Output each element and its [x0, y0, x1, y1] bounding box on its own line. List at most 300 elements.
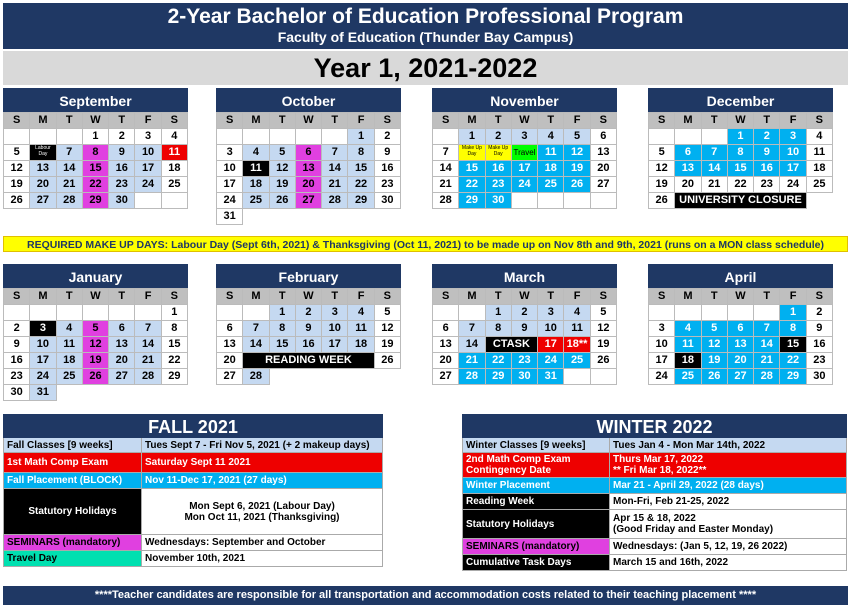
day-cell: 7: [243, 321, 269, 337]
day-cell: 2: [807, 305, 833, 321]
weekday-header: T: [109, 289, 135, 305]
day-cell: 14: [702, 161, 728, 177]
day-cell: 19: [591, 337, 617, 353]
weekday-header: S: [375, 289, 401, 305]
day-cell: 13: [296, 161, 322, 177]
info-label: Travel Day: [4, 551, 142, 566]
day-cell: 8: [728, 145, 754, 161]
day-cell: 5: [564, 129, 590, 145]
day-cell: 3: [649, 321, 675, 337]
info-label: Cumulative Task Days: [463, 555, 610, 570]
day-cell: 25: [538, 177, 564, 193]
day-cell: 30: [486, 193, 512, 209]
day-cell: 27: [296, 193, 322, 209]
month-title: November: [432, 88, 617, 112]
info-label: Statutory Holidays: [463, 510, 610, 538]
day-cell: [433, 305, 459, 321]
info-row: [462, 453, 847, 478]
day-cell: 5: [4, 145, 30, 161]
weekday-header: F: [564, 289, 590, 305]
day-cell: 11: [162, 145, 188, 161]
info-row: [3, 551, 383, 567]
day-cell: 9: [109, 145, 135, 161]
month-february: [216, 264, 401, 385]
day-cell: 11: [243, 161, 269, 177]
day-cell: 16: [486, 161, 512, 177]
day-cell: [564, 193, 590, 209]
day-cell: 30: [807, 369, 833, 385]
day-cell: [296, 129, 322, 145]
day-cell: 3: [135, 129, 161, 145]
day-cell: 6: [217, 321, 243, 337]
month-title: September: [3, 88, 188, 112]
day-cell: 29: [83, 193, 109, 209]
day-cell: 5: [591, 305, 617, 321]
day-cell: 8: [348, 145, 374, 161]
day-cell: 17: [217, 177, 243, 193]
weekday-header: T: [538, 289, 564, 305]
weekday-header: S: [217, 113, 243, 129]
month-grid: [3, 288, 188, 401]
info-row: [3, 473, 383, 489]
weekday-header: W: [512, 113, 538, 129]
day-cell: 25: [564, 353, 590, 369]
day-cell: 11: [564, 321, 590, 337]
day-cell: [83, 305, 109, 321]
day-cell: 12: [564, 145, 590, 161]
info-value: Saturday Sept 11 2021: [142, 453, 383, 472]
day-cell: 20: [728, 353, 754, 369]
info-label: 2nd Math Comp Exam Contingency Date: [463, 453, 610, 477]
info-value: Wednesdays: September and October: [142, 535, 383, 550]
day-cell: 9: [512, 321, 538, 337]
day-cell: CTASK: [486, 337, 539, 353]
weekday-header: S: [4, 113, 30, 129]
day-cell: 29: [780, 369, 806, 385]
day-cell: 10: [135, 145, 161, 161]
day-cell: 4: [348, 305, 374, 321]
day-cell: [754, 305, 780, 321]
day-cell: 6: [675, 145, 701, 161]
info-value: Mon-Fri, Feb 21-25, 2022: [610, 494, 847, 509]
day-cell: 31: [30, 385, 56, 401]
makeup-days-notice: REQUIRED MAKE UP DAYS: Labour Day (Sept 6th, 2021) & Thanksgiving (Oct 11, 2021) to be made up on Nov 8th and 9th, 2021 (runs on a MON class schedule): [3, 236, 848, 252]
day-cell: 30: [512, 369, 538, 385]
weekday-header: T: [486, 289, 512, 305]
page-header: [3, 3, 848, 49]
weekday-header: T: [702, 289, 728, 305]
day-cell: 25: [807, 177, 833, 193]
day-cell: 14: [322, 161, 348, 177]
day-cell: 15: [83, 161, 109, 177]
day-cell: 9: [296, 321, 322, 337]
day-cell: 18: [57, 353, 83, 369]
footer-note: ****Teacher candidates are responsible for all transportation and accommodation costs related to their teaching placement ****: [3, 586, 848, 605]
day-cell: 6: [433, 321, 459, 337]
weekday-header: T: [754, 289, 780, 305]
day-cell: 2: [4, 321, 30, 337]
day-cell: 30: [4, 385, 30, 401]
day-cell: 2: [512, 305, 538, 321]
day-cell: 26: [270, 193, 296, 209]
info-row: [462, 555, 847, 571]
day-cell: 19: [83, 353, 109, 369]
weekday-header: F: [780, 113, 806, 129]
day-cell: 11: [348, 321, 374, 337]
day-cell: 7: [135, 321, 161, 337]
day-cell: 16: [4, 353, 30, 369]
day-cell: 10: [780, 145, 806, 161]
day-cell: [57, 305, 83, 321]
info-label: Reading Week: [463, 494, 610, 509]
info-row: [3, 453, 383, 473]
info-row: [462, 438, 847, 453]
day-cell: 23: [754, 177, 780, 193]
day-cell: 13: [217, 337, 243, 353]
month-april: [648, 264, 833, 385]
day-cell: 12: [591, 321, 617, 337]
day-cell: 16: [754, 161, 780, 177]
day-cell: 4: [675, 321, 701, 337]
day-cell: 1: [83, 129, 109, 145]
day-cell: 24: [217, 193, 243, 209]
info-value: Nov 11-Dec 17, 2021 (27 days): [142, 473, 383, 488]
day-cell: 5: [83, 321, 109, 337]
day-cell: [217, 129, 243, 145]
day-cell: 24: [780, 177, 806, 193]
day-cell: 8: [83, 145, 109, 161]
day-cell: 25: [57, 369, 83, 385]
day-cell: 22: [459, 177, 485, 193]
day-cell: READING WEEK: [243, 353, 374, 369]
day-cell: 6: [591, 129, 617, 145]
day-cell: 13: [591, 145, 617, 161]
weekday-header: T: [322, 113, 348, 129]
weekday-header: S: [807, 113, 833, 129]
day-cell: 4: [162, 129, 188, 145]
day-cell: [135, 305, 161, 321]
day-cell: 14: [135, 337, 161, 353]
info-value: Thurs Mar 17, 2022 ** Fri Mar 18, 2022**: [610, 453, 847, 477]
info-row: [3, 489, 383, 535]
month-grid: [432, 288, 617, 385]
day-cell: 13: [30, 161, 56, 177]
weekday-header: S: [433, 289, 459, 305]
day-cell: 5: [270, 145, 296, 161]
day-cell: 28: [433, 193, 459, 209]
day-cell: 2: [296, 305, 322, 321]
day-cell: 28: [243, 369, 269, 385]
day-cell: 29: [348, 193, 374, 209]
day-cell: 7: [57, 145, 83, 161]
weekday-header: F: [564, 113, 590, 129]
day-cell: 4: [538, 129, 564, 145]
weekday-header: F: [348, 113, 374, 129]
weekday-header: F: [780, 289, 806, 305]
day-cell: 22: [486, 353, 512, 369]
day-cell: Make Up Day: [459, 145, 485, 161]
day-cell: 25: [243, 193, 269, 209]
day-cell: 7: [702, 145, 728, 161]
day-cell: 17: [649, 353, 675, 369]
day-cell: 17: [322, 337, 348, 353]
day-cell: 2: [109, 129, 135, 145]
weekday-header: S: [649, 113, 675, 129]
weekday-header: W: [83, 289, 109, 305]
weekday-header: F: [348, 289, 374, 305]
day-cell: 17: [512, 161, 538, 177]
month-grid: [3, 112, 188, 209]
month-grid: [648, 112, 833, 209]
day-cell: 11: [807, 145, 833, 161]
day-cell: [243, 305, 269, 321]
day-cell: 16: [109, 161, 135, 177]
day-cell: 31: [217, 209, 243, 225]
weekday-header: S: [217, 289, 243, 305]
day-cell: 27: [109, 369, 135, 385]
day-cell: 21: [702, 177, 728, 193]
day-cell: 24: [135, 177, 161, 193]
weekday-header: M: [243, 113, 269, 129]
day-cell: 13: [109, 337, 135, 353]
day-cell: 19: [270, 177, 296, 193]
day-cell: 13: [675, 161, 701, 177]
day-cell: [702, 305, 728, 321]
day-cell: 1: [270, 305, 296, 321]
month-september: [3, 88, 188, 209]
day-cell: 16: [807, 337, 833, 353]
day-cell: 11: [675, 337, 701, 353]
day-cell: 22: [728, 177, 754, 193]
day-cell: 1: [780, 305, 806, 321]
day-cell: 23: [4, 369, 30, 385]
day-cell: 7: [754, 321, 780, 337]
day-cell: 14: [57, 161, 83, 177]
day-cell: 2: [754, 129, 780, 145]
day-cell: 17: [135, 161, 161, 177]
day-cell: 11: [57, 337, 83, 353]
month-title: October: [216, 88, 401, 112]
info-value: March 15 and 16th, 2022: [610, 555, 847, 570]
day-cell: 6: [728, 321, 754, 337]
day-cell: 10: [30, 337, 56, 353]
day-cell: [162, 193, 188, 209]
day-cell: 9: [375, 145, 401, 161]
day-cell: 24: [30, 369, 56, 385]
day-cell: 27: [728, 369, 754, 385]
day-cell: 22: [162, 353, 188, 369]
day-cell: 29: [486, 369, 512, 385]
month-title: January: [3, 264, 188, 288]
day-cell: 8: [270, 321, 296, 337]
weekday-header: S: [807, 289, 833, 305]
day-cell: 2: [375, 129, 401, 145]
day-cell: 14: [243, 337, 269, 353]
weekday-header: M: [30, 289, 56, 305]
weekday-header: W: [728, 113, 754, 129]
weekday-header: M: [459, 113, 485, 129]
day-cell: 17: [30, 353, 56, 369]
weekday-header: T: [486, 113, 512, 129]
day-cell: 4: [564, 305, 590, 321]
day-cell: 1: [728, 129, 754, 145]
day-cell: 2: [486, 129, 512, 145]
info-label: SEMINARS (mandatory): [4, 535, 142, 550]
day-cell: 18: [538, 161, 564, 177]
month-grid: [648, 288, 833, 385]
weekday-header: W: [512, 289, 538, 305]
day-cell: 1: [348, 129, 374, 145]
day-cell: 5: [375, 305, 401, 321]
weekday-header: S: [162, 289, 188, 305]
day-cell: 26: [4, 193, 30, 209]
day-cell: 6: [109, 321, 135, 337]
day-cell: 28: [754, 369, 780, 385]
weekday-header: S: [162, 113, 188, 129]
weekday-header: M: [675, 289, 701, 305]
month-title: April: [648, 264, 833, 288]
weekday-header: M: [243, 289, 269, 305]
day-cell: 20: [591, 161, 617, 177]
weekday-header: F: [135, 113, 161, 129]
day-cell: 18: [243, 177, 269, 193]
weekday-header: T: [754, 113, 780, 129]
month-november: [432, 88, 617, 209]
day-cell: 3: [538, 305, 564, 321]
day-cell: [702, 129, 728, 145]
weekday-header: S: [4, 289, 30, 305]
day-cell: 12: [4, 161, 30, 177]
day-cell: 1: [162, 305, 188, 321]
day-cell: 26: [564, 177, 590, 193]
info-label: Winter Classes [9 weeks]: [463, 438, 610, 452]
info-row: [3, 535, 383, 551]
info-value: Tues Sept 7 - Fri Nov 5, 2021 (+ 2 makeup days): [142, 438, 383, 452]
day-cell: 18: [675, 353, 701, 369]
month-october: [216, 88, 401, 225]
day-cell: 18: [807, 161, 833, 177]
day-cell: 3: [512, 129, 538, 145]
day-cell: 23: [375, 177, 401, 193]
month-january: [3, 264, 188, 401]
weekday-header: M: [675, 113, 701, 129]
day-cell: 28: [57, 193, 83, 209]
fall-section: [3, 414, 383, 567]
day-cell: 10: [322, 321, 348, 337]
weekday-header: T: [538, 113, 564, 129]
day-cell: 21: [57, 177, 83, 193]
day-cell: [512, 193, 538, 209]
weekday-header: T: [109, 113, 135, 129]
day-cell: 31: [538, 369, 564, 385]
day-cell: 30: [109, 193, 135, 209]
day-cell: 15: [780, 337, 806, 353]
month-title: February: [216, 264, 401, 288]
weekday-header: W: [728, 289, 754, 305]
info-row: [462, 539, 847, 555]
day-cell: 19: [4, 177, 30, 193]
day-cell: 7: [459, 321, 485, 337]
day-cell: 13: [728, 337, 754, 353]
day-cell: 20: [433, 353, 459, 369]
day-cell: 22: [780, 353, 806, 369]
day-cell: 26: [649, 193, 675, 209]
day-cell: 14: [459, 337, 485, 353]
day-cell: [30, 305, 56, 321]
month-grid: [432, 112, 617, 209]
weekday-header: T: [270, 113, 296, 129]
day-cell: Make Up Day: [486, 145, 512, 161]
day-cell: 23: [807, 353, 833, 369]
day-cell: 9: [807, 321, 833, 337]
day-cell: 3: [780, 129, 806, 145]
weekday-header: S: [649, 289, 675, 305]
day-cell: 26: [702, 369, 728, 385]
day-cell: 23: [486, 177, 512, 193]
day-cell: 23: [109, 177, 135, 193]
day-cell: Travel: [512, 145, 538, 161]
day-cell: 21: [322, 177, 348, 193]
day-cell: 8: [780, 321, 806, 337]
info-label: SEMINARS (mandatory): [463, 539, 610, 554]
day-cell: 21: [459, 353, 485, 369]
day-cell: 20: [30, 177, 56, 193]
day-cell: 6: [296, 145, 322, 161]
day-cell: 10: [217, 161, 243, 177]
day-cell: 28: [459, 369, 485, 385]
day-cell: [675, 129, 701, 145]
day-cell: 18**: [564, 337, 590, 353]
day-cell: [649, 129, 675, 145]
day-cell: 17: [538, 337, 564, 353]
day-cell: 14: [754, 337, 780, 353]
info-label: Winter Placement: [463, 478, 610, 493]
day-cell: 29: [162, 369, 188, 385]
weekday-header: W: [83, 113, 109, 129]
day-cell: 7: [322, 145, 348, 161]
day-cell: 22: [348, 177, 374, 193]
day-cell: 4: [57, 321, 83, 337]
day-cell: 1: [486, 305, 512, 321]
day-cell: 3: [30, 321, 56, 337]
day-cell: [30, 129, 56, 145]
day-cell: 5: [649, 145, 675, 161]
day-cell: 30: [375, 193, 401, 209]
day-cell: [538, 193, 564, 209]
weekday-header: S: [433, 113, 459, 129]
day-cell: [322, 129, 348, 145]
day-cell: 25: [162, 177, 188, 193]
month-grid: [216, 288, 401, 385]
day-cell: 27: [30, 193, 56, 209]
day-cell: [675, 305, 701, 321]
day-cell: 13: [433, 337, 459, 353]
day-cell: 9: [754, 145, 780, 161]
day-cell: 8: [162, 321, 188, 337]
day-cell: 15: [728, 161, 754, 177]
fall-title: FALL 2021: [3, 414, 383, 438]
day-cell: 10: [649, 337, 675, 353]
day-cell: 24: [512, 177, 538, 193]
day-cell: 26: [375, 353, 401, 369]
day-cell: 27: [591, 177, 617, 193]
month-december: [648, 88, 833, 209]
day-cell: 15: [162, 337, 188, 353]
info-label: Fall Placement (BLOCK): [4, 473, 142, 488]
day-cell: 5: [702, 321, 728, 337]
weekday-header: T: [270, 289, 296, 305]
winter-section: [462, 414, 847, 571]
